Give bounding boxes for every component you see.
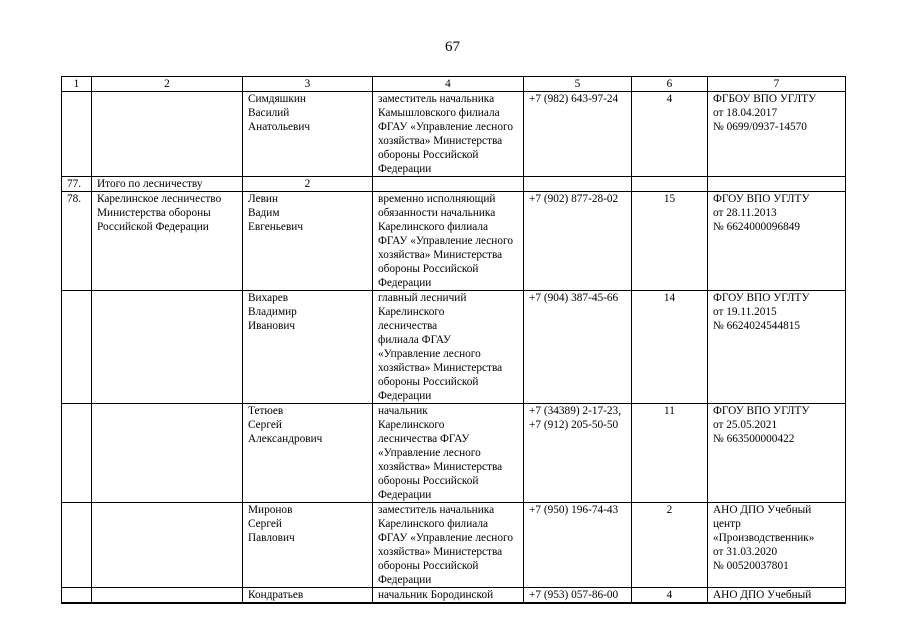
person-position: начальник Карелинского лесничества ФГАУ «Управление лесного хозяйства» Министерства обороны Российской Федерации <box>373 404 524 503</box>
page-bottom-margin <box>0 604 905 640</box>
forestry-name <box>92 92 243 177</box>
experience-years: 14 <box>632 291 708 404</box>
forestry-total-label: Итого по лесничеству <box>92 177 243 192</box>
phone-number: +7 (34389) 2-17-23, +7 (912) 205-50-50 <box>524 404 632 503</box>
education-document: ФГОУ ВПО УГЛТУ от 25.05.2021 № 663500000422 <box>708 404 846 503</box>
person-name: Левин Вадим Евгеньевич <box>243 192 373 291</box>
experience-years: 2 <box>632 503 708 588</box>
experience-years: 4 <box>632 588 708 603</box>
education-document: ФГБОУ ВПО УГЛТУ от 18.04.2017 № 0699/0937-14570 <box>708 92 846 177</box>
person-name: Вихарев Владимир Иванович <box>243 291 373 404</box>
table-row <box>62 404 846 503</box>
row-number <box>62 92 92 177</box>
experience-years: 15 <box>632 192 708 291</box>
row-number <box>62 503 92 588</box>
page-number: 67 <box>445 39 460 55</box>
row-number <box>62 291 92 404</box>
person-position: заместитель начальника Карелинского филиала ФГАУ «Управление лесного хозяйства» Министерства обороны Российской Федерации <box>373 503 524 588</box>
person-position: начальник Бородинской <box>373 588 524 603</box>
person-name: Кондратьев <box>243 588 373 603</box>
forestry-name <box>92 404 243 503</box>
table-row <box>62 177 846 192</box>
row-number <box>62 588 92 603</box>
row-number: 77. <box>62 177 92 192</box>
phone-number: +7 (982) 643-97-24 <box>524 92 632 177</box>
table-bottom-border <box>61 603 846 604</box>
column-header-3: 3 <box>243 77 373 92</box>
education-document: АНО ДПО Учебный центр «Производственник» от 31.03.2020 № 00520037801 <box>708 503 846 588</box>
education-document <box>708 177 846 192</box>
education-document: ФГОУ ВПО УГЛТУ от 19.11.2015 № 6624024544815 <box>708 291 846 404</box>
phone-number: +7 (904) 387-45-66 <box>524 291 632 404</box>
phone-number <box>524 177 632 192</box>
phone-number: +7 (950) 196-74-43 <box>524 503 632 588</box>
column-header-4: 4 <box>373 77 524 92</box>
row-number: 78. <box>62 192 92 291</box>
column-number-row <box>62 77 846 92</box>
row-number <box>62 404 92 503</box>
forestry-name <box>92 588 243 603</box>
forestry-name: Карелинское лесничество Министерства обороны Российской Федерации <box>92 192 243 291</box>
column-header-2: 2 <box>92 77 243 92</box>
table-row <box>62 192 846 291</box>
education-document: ФГОУ ВПО УГЛТУ от 28.11.2013 № 6624000096849 <box>708 192 846 291</box>
person-position <box>373 177 524 192</box>
person-name: Миронов Сергей Павлович <box>243 503 373 588</box>
table-row <box>62 92 846 177</box>
phone-number: +7 (902) 877-28-02 <box>524 192 632 291</box>
person-name: Тетюев Сергей Александрович <box>243 404 373 503</box>
forestry-name <box>92 291 243 404</box>
column-header-6: 6 <box>632 77 708 92</box>
forestry-name <box>92 503 243 588</box>
person-position: заместитель начальника Камышловского филиала ФГАУ «Управление лесного хозяйства» Министерства обороны Российской Федерации <box>373 92 524 177</box>
table-row <box>62 588 846 603</box>
staff-table <box>61 76 846 603</box>
person-position: временно исполняющий обязанности начальника Карелинского филиала ФГАУ «Управление лесного хозяйства» Министерства обороны Российской Федерации <box>373 192 524 291</box>
experience-years: 11 <box>632 404 708 503</box>
phone-number: +7 (953) 057-86-00 <box>524 588 632 603</box>
education-document: АНО ДПО Учебный <box>708 588 846 603</box>
experience-years: 4 <box>632 92 708 177</box>
table-row <box>62 291 846 404</box>
experience-years <box>632 177 708 192</box>
table-row <box>62 503 846 588</box>
column-header-7: 7 <box>708 77 846 92</box>
person-name: Симдяшкин Василий Анатольевич <box>243 92 373 177</box>
column-header-1: 1 <box>62 77 92 92</box>
column-header-5: 5 <box>524 77 632 92</box>
person-position: главный лесничий Карелинского лесничества филиала ФГАУ «Управление лесного хозяйства» Министерства обороны Российской Федерации <box>373 291 524 404</box>
forestry-total-count: 2 <box>243 177 373 192</box>
